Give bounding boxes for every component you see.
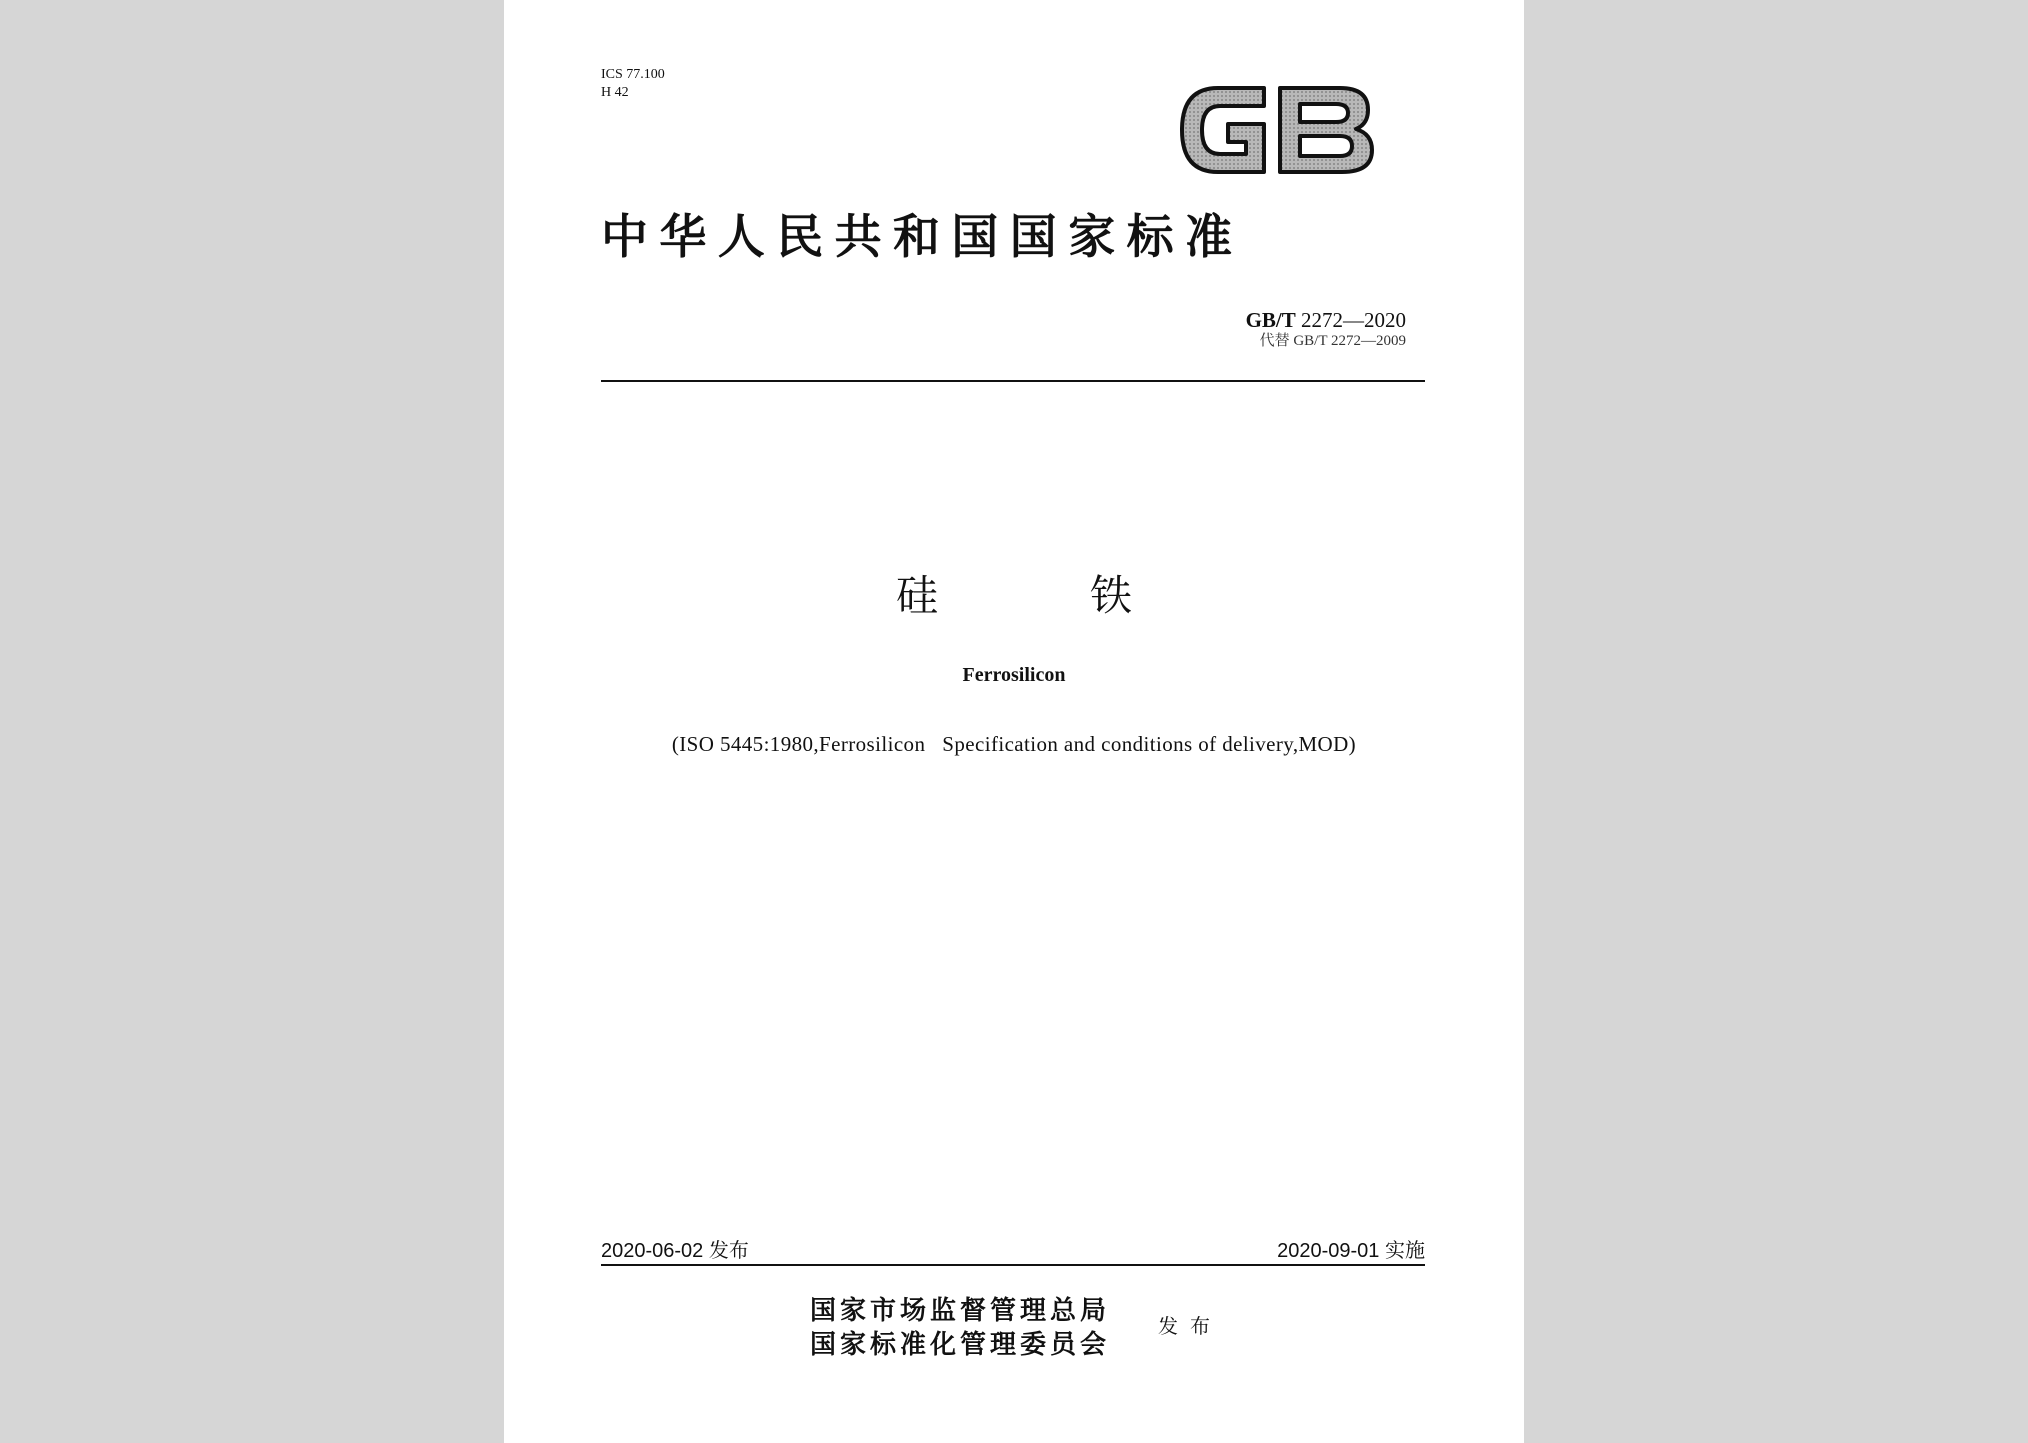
document-page [504,0,1524,1443]
chinese-title [504,566,1524,626]
replaces-standard: 代替 GB/T 2272—2009 [1259,333,1406,349]
issuer-sac: 国家标准化管理委员会 [810,1330,1111,1360]
issuer-samr: 国家市场监督管理总局 [810,1296,1111,1326]
ics-code: ICS 77.100 [601,67,665,82]
chinese-title-char-2: 铁 [1090,571,1133,620]
date-row [601,1234,1425,1262]
publish-label: 发布 [1158,1314,1222,1338]
standard-title: 中华人民共和国国家标准 [601,210,1244,265]
issue-date: 2020-06-02 发布 [601,1240,749,1262]
gb-logo-icon [1172,74,1382,186]
iso-reference: (ISO 5445:1980,Ferrosilicon Specification and conditions of delivery,MOD) [671,732,1357,756]
classification-codes [601,66,665,102]
chinese-title-char-1: 硅 [895,571,938,620]
standard-code: 2272—2020 [1301,308,1406,332]
implementation-date: 2020-09-01 实施 [1277,1240,1425,1262]
standard-prefix: GB/T [1245,308,1296,332]
standard-number [1246,308,1406,332]
issuing-authorities [810,1294,1110,1362]
ccs-code: H 42 [601,85,629,100]
top-divider [601,380,1425,382]
english-title: Ferrosilicon [962,664,1066,686]
bottom-divider [601,1264,1425,1266]
standard-number-block [1246,308,1406,350]
